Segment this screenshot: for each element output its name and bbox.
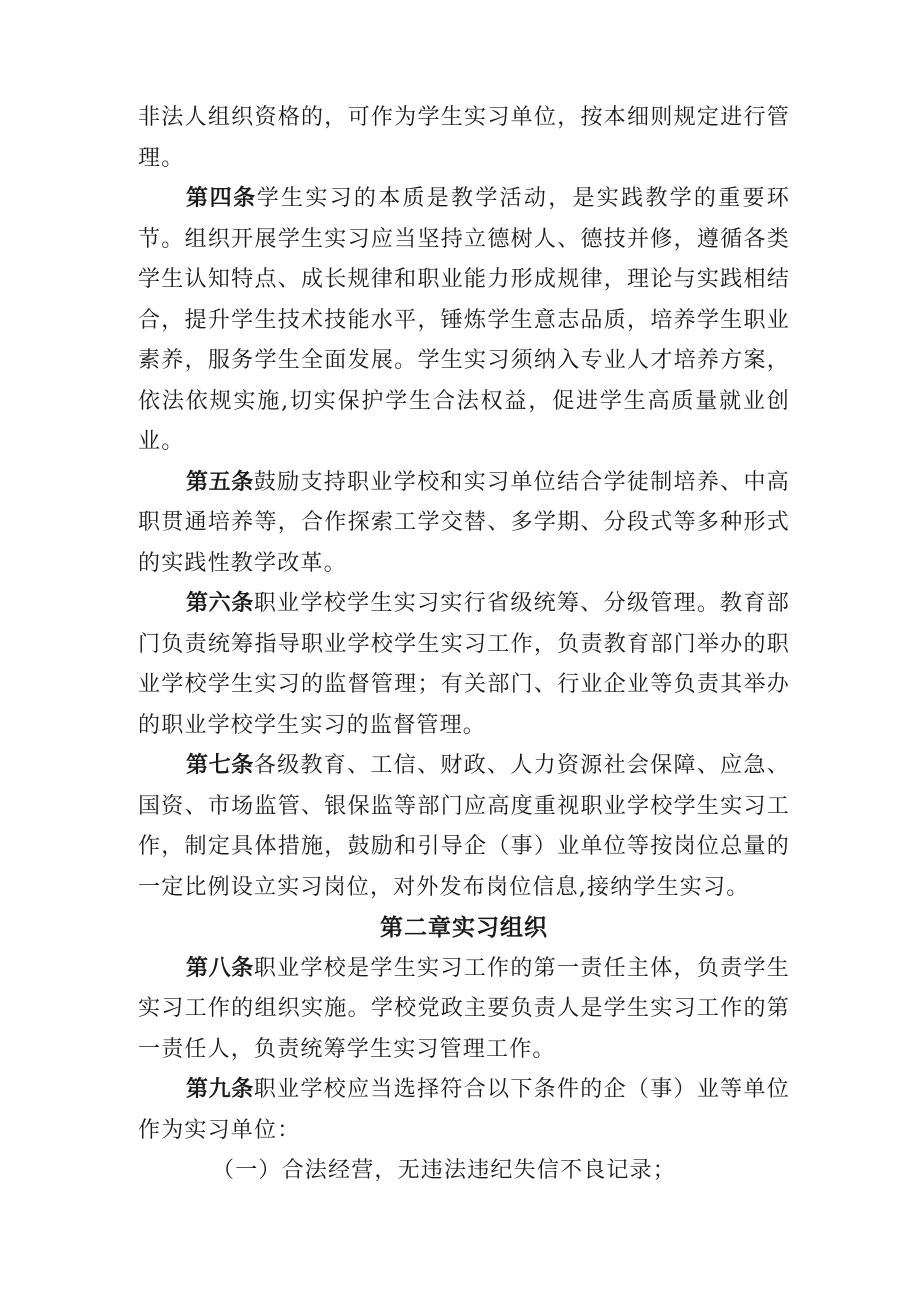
article-7 [138,746,790,908]
article-text: 鼓励支持职业学校和实习单位结合学徒制培养、中高职贯通培养等，合作探索工学交替、多学期、分段式等多种形式的实践性教学改革。 [138,469,790,576]
article-text: 学生实习的本质是教学活动，是实践教学的重要环节。组织开展学生实习应当坚持立德树人、德技并修，遵循各类学生认知特点、成长规律和职业能力形成规律，理论与实践相结合，提升学生技术技能水平，锤炼学生意志品质，培养学生职业素养，服务学生全面发展。学生实习须纳入专业人才培养方案，依法依规实施,切实保护学生合法权益，促进学生高质量就业创业。 [138,186,790,454]
article-9 [138,1070,790,1151]
article-text: 职业学校是学生实习工作的第一责任主体，负责学生实习工作的组织实施。学校党政主要负责人是学生实习工作的第一责任人，负责统筹学生实习管理工作。 [138,955,790,1062]
article-5 [138,463,790,585]
list-item: （一）合法经营，无违法违纪失信不良记录； [212,1158,677,1183]
article-6 [138,584,790,746]
document-body [138,98,790,1192]
article-4 [138,179,790,463]
article-text: 各级教育、工信、财政、人力资源社会保障、应急、国资、市场监管、银保监等部门应高度重视职业学校学生实习工作，制定具体措施，鼓励和引导企（事）业单位等按岗位总量的一定比例设立实习岗位，对外发布岗位信息,接纳学生实习。 [138,753,790,900]
intro-continuation: 非法人组织资格的，可作为学生实习单位，按本细则规定进行管理。 [138,105,790,171]
article-number: 第四条 [186,186,257,211]
article-number: 第五条 [186,469,254,495]
article-text: 职业学校应当选择符合以下条件的企（事）业等单位作为实习单位： [138,1077,790,1143]
chapter-title: 第二章实习组织 [380,915,548,941]
article-number: 第七条 [186,753,254,778]
article-number: 第六条 [186,591,254,616]
article-number: 第八条 [186,955,254,981]
article-8 [138,949,790,1071]
article-number: 第九条 [186,1077,254,1102]
article-text: 职业学校学生实习实行省级统筹、分级管理。教育部门负责统筹指导职业学校学生实习工作，负责教育部门举办的职业学校学生实习的监督管理；有关部门、行业企业等负责其举办的职业学校学生实习的监督管理。 [138,591,790,738]
